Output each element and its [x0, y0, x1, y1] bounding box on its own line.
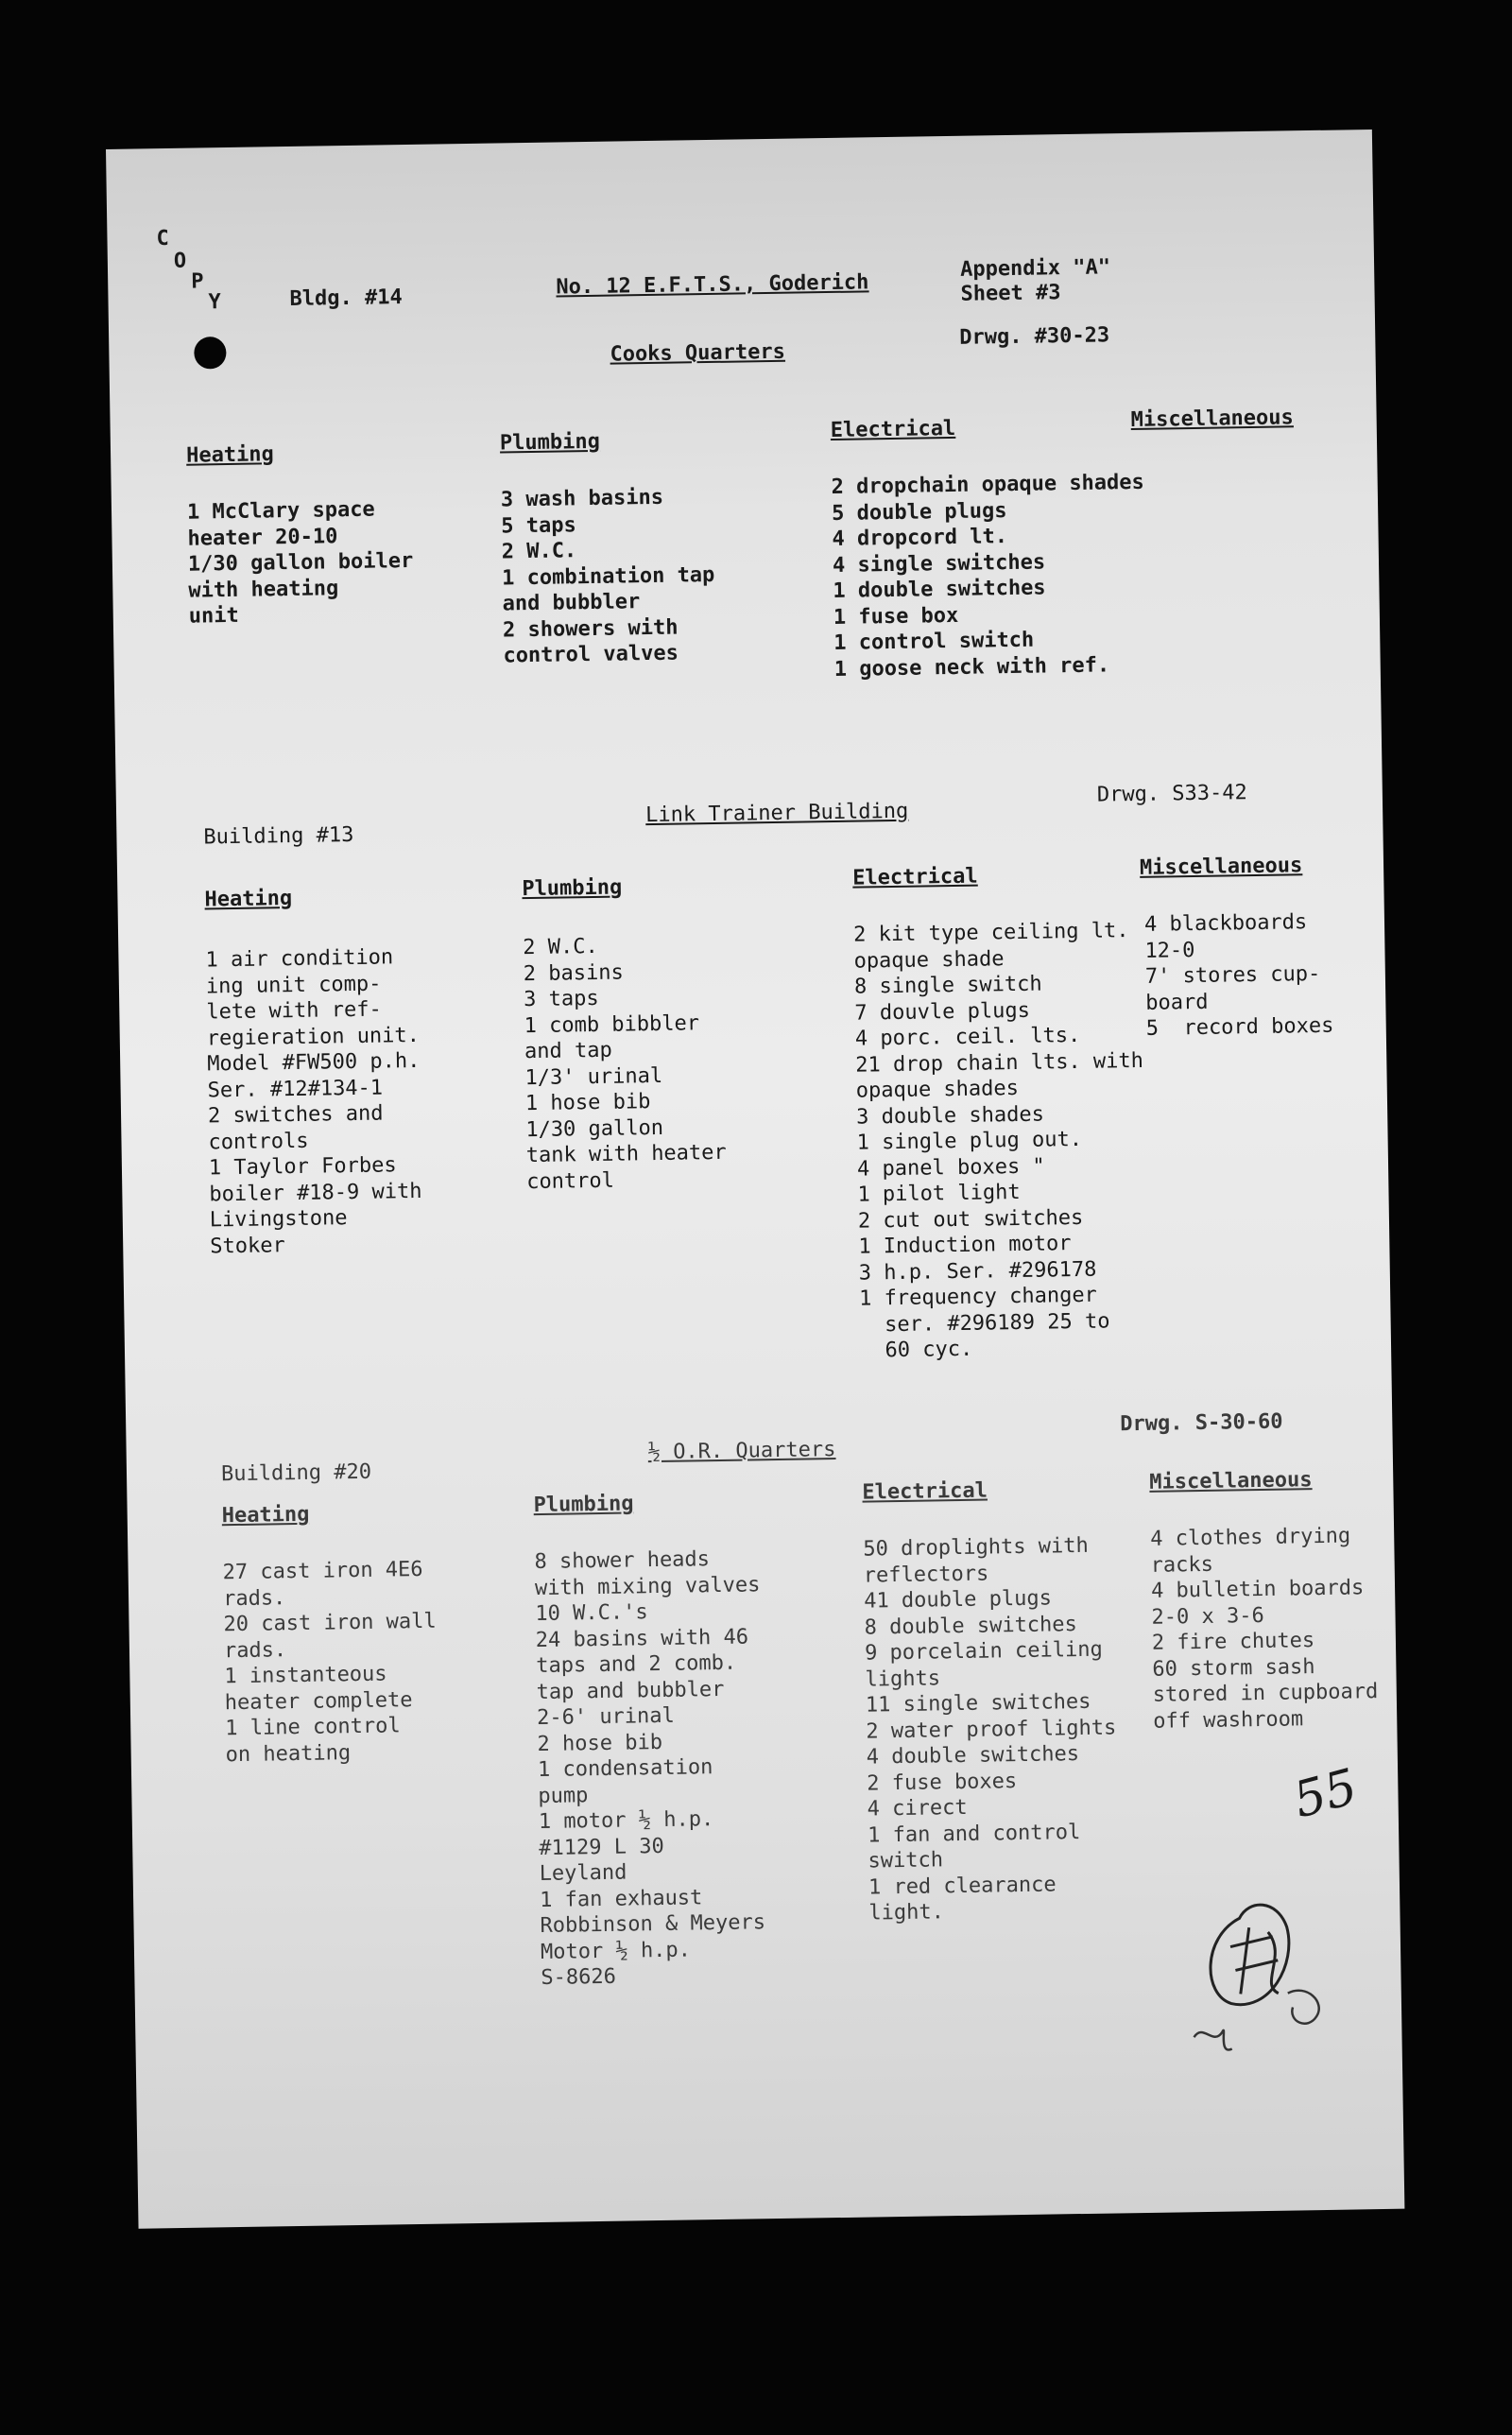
list-item: 1 fuse box [833, 603, 959, 630]
list-item: 41 double plugs [864, 1586, 1053, 1614]
list-item: 4 bulletin boards [1150, 1576, 1365, 1603]
list-item: 5 record boxes [1145, 1013, 1334, 1041]
list-item: 1 line control [225, 1714, 401, 1741]
list-item: Ser. #12#134-1 [207, 1076, 384, 1102]
list-item: rads. [222, 1585, 286, 1611]
list-item: ing unit comp- [205, 972, 382, 998]
list-item: Motor ½ h.p. [540, 1938, 692, 1964]
list-item: 1 red clearance [868, 1872, 1057, 1900]
list-item: 4 blackboards [1143, 910, 1308, 937]
list-item: 1 combination tap [501, 562, 715, 590]
sec2-title: Link Trainer Building [644, 799, 909, 828]
list-item: 1/3' urinal [524, 1063, 663, 1090]
list-item: 60 cyc. [859, 1337, 973, 1363]
sec2-misc-list [1144, 909, 1334, 1043]
list-item: and bubbler [502, 590, 641, 616]
list-item: 4 cirect [867, 1795, 968, 1822]
sec1-heading-heating: Heating [185, 442, 275, 468]
list-item: 60 storm sash [1152, 1654, 1315, 1682]
list-item: 3 taps [523, 986, 599, 1012]
sec2-heading-heating: Heating [204, 887, 293, 912]
sec3-heading-electrical: Electrical [862, 1478, 988, 1505]
list-item: on heating [225, 1740, 352, 1767]
list-item: 2-0 x 3-6 [1151, 1603, 1264, 1630]
sec2-heading-misc: Miscellaneous [1139, 854, 1303, 880]
list-item: ser. #296189 25 to [859, 1308, 1110, 1338]
list-item: opaque shade [853, 946, 1005, 974]
list-item: 7' stores cup- [1144, 961, 1321, 989]
list-item: 2 cut out switches [857, 1205, 1084, 1234]
list-item: 27 cast iron 4E6 [222, 1557, 423, 1585]
list-item: and tap [524, 1038, 612, 1064]
list-item: racks [1150, 1552, 1214, 1578]
sec3-title: ½ O.R. Quarters [647, 1438, 836, 1465]
list-item: Model #FW500 p.h. [207, 1048, 421, 1077]
list-item: 1 fan exhaust [539, 1885, 703, 1912]
sec1-appendix: Appendix "A" [959, 255, 1111, 282]
list-item: heater complete [224, 1687, 413, 1715]
list-item: 24 basins with 46 [535, 1625, 749, 1652]
list-item: with heating [188, 576, 339, 603]
list-item: 1 Taylor Forbes [208, 1153, 397, 1181]
list-item: off washroom [1153, 1706, 1304, 1734]
list-item: 2 W.C. [501, 539, 577, 564]
list-item: 5 double plugs [831, 498, 1007, 526]
list-item: controls [208, 1129, 309, 1154]
list-item: opaque shades [855, 1076, 1020, 1103]
sec2-heating-list [205, 944, 422, 1259]
list-item: #1129 L 30 [539, 1834, 664, 1860]
list-item: 1 Induction motor [858, 1232, 1072, 1259]
list-item: lights [865, 1666, 941, 1692]
list-item: 2 switches and [207, 1101, 384, 1129]
sec1-title: Cooks Quarters [610, 339, 786, 367]
sec2-electrical-list [853, 918, 1148, 1364]
list-item: 3 double shades [855, 1102, 1045, 1130]
punch-hole [194, 337, 227, 370]
sec3-heading-misc: Miscellaneous [1149, 1468, 1313, 1494]
list-item: 8 single switch [853, 972, 1042, 999]
list-item: 1 hose bib [524, 1090, 651, 1116]
list-item: 21 drop chain lts. with [855, 1048, 1144, 1078]
sec1-sheet: Sheet #3 [960, 281, 1061, 306]
sec3-misc-list [1150, 1523, 1379, 1735]
list-item: 5 taps [501, 512, 576, 538]
list-item: Livingstone [209, 1206, 348, 1233]
sec3-electrical-list [863, 1532, 1119, 1926]
list-item: 4 single switches [832, 549, 1046, 578]
list-item: 8 double switches [864, 1612, 1077, 1640]
sec1-school: No. 12 E.F.T.S., Goderich [556, 270, 869, 300]
list-item: 2 hose bib [537, 1730, 663, 1756]
list-item: 1 frequency changer [859, 1283, 1098, 1311]
list-item: 1 single plug out. [856, 1127, 1083, 1155]
list-item: control valves [503, 641, 679, 668]
handwritten-page-number: 55 [1287, 1758, 1364, 1830]
list-item: control [526, 1168, 615, 1194]
list-item: 50 droplights with [863, 1533, 1089, 1562]
list-item: 2 W.C. [523, 934, 598, 960]
list-item: 4 panel boxes " [856, 1154, 1045, 1182]
list-item: board [1145, 990, 1209, 1015]
sec3-plumbing-list [534, 1546, 766, 1991]
sec1-heading-misc: Miscellaneous [1130, 406, 1294, 432]
list-item: 1 McClary space [186, 497, 375, 525]
list-item: 2 water proof lights [866, 1715, 1117, 1744]
handwritten-signature [1182, 1879, 1355, 2062]
list-item: 11 single switches [865, 1689, 1091, 1718]
sec1-electrical-list [831, 470, 1147, 682]
list-item: 1 fan and control [867, 1820, 1081, 1848]
sec1-heading-electrical: Electrical [830, 416, 956, 442]
list-item: with mixing valves [534, 1572, 761, 1600]
sec1-building: Bldg. #14 [289, 285, 403, 311]
list-item: 4 porc. ceil. lts. [854, 1023, 1081, 1051]
list-item: 2 showers with [502, 615, 679, 642]
list-item: stored in cupboard [1152, 1680, 1379, 1707]
list-item: 2 kit type ceiling lt. [852, 919, 1129, 947]
list-item: 2 fire chutes [1151, 1629, 1315, 1655]
list-item: 20 cast iron wall [223, 1609, 437, 1637]
list-item: 1 motor ½ h.p. [538, 1807, 714, 1835]
list-item: 1 control switch [833, 628, 1035, 655]
list-item: reflectors [863, 1562, 989, 1588]
list-item: heater 20-10 [187, 524, 338, 551]
list-item: unit [188, 603, 239, 629]
list-item: lete with ref- [206, 997, 382, 1025]
list-item: boiler #18-9 with [209, 1179, 422, 1206]
sec3-building: Building #20 [220, 1459, 372, 1487]
sec2-drawing: Drwg. S33-42 [1096, 781, 1247, 807]
sec2-building: Building #13 [203, 822, 354, 850]
list-item: S-8626 [541, 1964, 617, 1991]
list-item: 1 goose neck with ref. [833, 652, 1110, 682]
list-item: 3 wash basins [500, 485, 664, 512]
list-item: regieration unit. [206, 1023, 421, 1050]
sec1-plumbing-list [501, 484, 716, 669]
list-item: 10 W.C.'s [535, 1600, 648, 1627]
list-item: switch [868, 1848, 944, 1874]
list-item: 7 douvle plugs [854, 998, 1031, 1026]
list-item: 1 air condition [205, 945, 394, 973]
list-item: 1 instanteous [224, 1662, 387, 1689]
list-item: Stoker [210, 1233, 285, 1258]
sec3-heating-list [222, 1557, 438, 1769]
copy-letter-o: O [173, 249, 187, 273]
list-item: tank with heater [525, 1140, 727, 1168]
sec1-drawing: Drwg. #30-23 [959, 323, 1110, 350]
list-item: 2-6' urinal [536, 1703, 676, 1731]
list-item: Robbinson & Meyers [540, 1910, 766, 1939]
list-item: 2 fuse boxes [867, 1769, 1018, 1796]
list-item: pump [538, 1783, 589, 1808]
copy-letter-p: P [191, 269, 204, 294]
list-item: 4 dropcord lt. [832, 525, 1008, 551]
list-item: 1/30 gallon boiler [187, 548, 414, 577]
list-item: 12-0 [1144, 938, 1195, 963]
copy-letter-c: C [156, 226, 169, 251]
sec3-drawing: Drwg. S-30-60 [1120, 1409, 1283, 1437]
list-item: 9 porcelain ceiling [864, 1637, 1103, 1666]
list-item: light. [868, 1900, 945, 1926]
sec2-heading-electrical: Electrical [852, 864, 978, 890]
list-item: 4 double switches [866, 1742, 1080, 1770]
list-item: tap and bubbler [536, 1677, 725, 1704]
document-page [106, 130, 1404, 2229]
list-item: 1/30 gallon [525, 1115, 664, 1142]
list-item: 3 h.p. Ser. #296178 [858, 1257, 1097, 1286]
list-item: 8 shower heads [534, 1547, 711, 1575]
list-item: rads. [223, 1637, 287, 1663]
list-item: 1 double switches [833, 576, 1046, 603]
sec3-heading-plumbing: Plumbing [533, 1492, 634, 1518]
sec2-plumbing-list [523, 932, 727, 1195]
sec3-heading-heating: Heating [221, 1502, 310, 1528]
list-item: 1 pilot light [857, 1180, 1021, 1207]
list-item: Leyland [539, 1860, 627, 1887]
list-item: 4 clothes drying [1150, 1524, 1351, 1551]
list-item: 2 dropchain opaque shades [831, 470, 1145, 499]
list-item: taps and 2 comb. [536, 1650, 737, 1679]
list-item: 1 comb bibbler [524, 1010, 700, 1038]
sec2-heading-plumbing: Plumbing [522, 875, 623, 902]
list-item: 2 basins [523, 960, 624, 986]
copy-letter-y: Y [208, 290, 221, 315]
list-item: 1 condensation [537, 1755, 713, 1783]
sec1-heating-list [187, 496, 415, 630]
sec1-heading-plumbing: Plumbing [499, 429, 601, 456]
